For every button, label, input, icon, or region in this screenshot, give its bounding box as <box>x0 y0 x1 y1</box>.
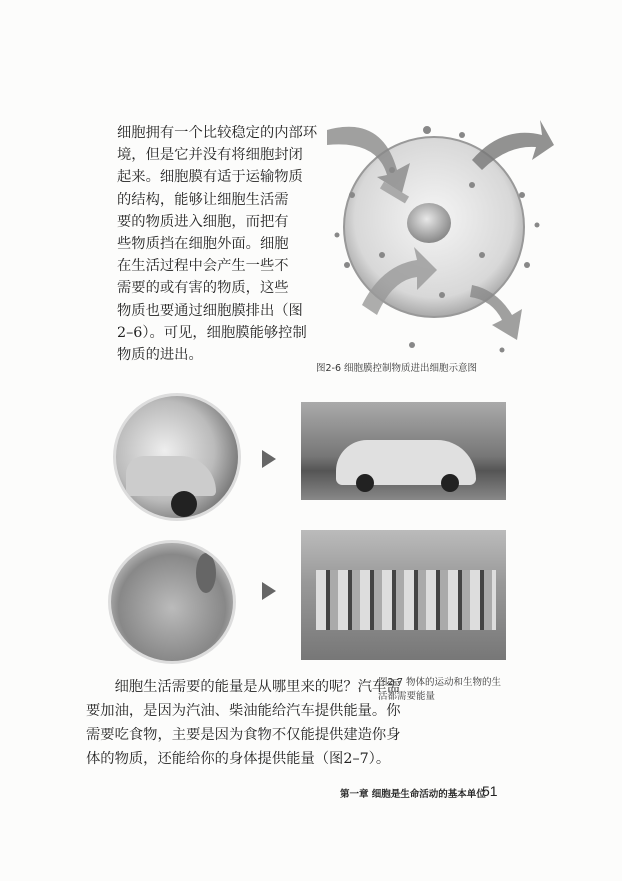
arrow-right-icon <box>262 582 276 600</box>
runners-photo <box>301 530 506 660</box>
text-line: 细胞拥有一个比较稳定的内部环 <box>117 125 318 141</box>
text-line: 些物质挡在细胞外面。细胞 <box>117 236 289 253</box>
text-line: 需要吃食物，主要是因为食物不仅能提供建造你身 <box>86 727 401 743</box>
text-line: 的结构，能够让细胞生活需 <box>117 191 289 208</box>
text-line: 2–6）。可见，细胞膜能够控制 <box>117 324 307 341</box>
caption-line: 活都需要能量 <box>378 691 436 702</box>
text-line: 体的物质，还能给你的身体提供能量（图2–7）。 <box>86 751 391 767</box>
text-line: 需要的或有害的物质，这些 <box>117 280 289 297</box>
text-line: 起来。细胞膜有适于运输物质 <box>117 169 303 186</box>
text-line: 物质的进出。 <box>117 347 203 364</box>
caption-line: 图2-7 物体的运动和生物的生 <box>378 677 502 688</box>
text-line: 要的物质进入细胞，而把有 <box>117 213 289 230</box>
cell-membrane-illustration <box>322 115 557 360</box>
text-line: 在生活过程中会产生一些不 <box>117 258 289 275</box>
text-line: 境，但是它并没有将细胞封闭 <box>117 147 303 164</box>
paragraph-cell-membrane <box>117 122 317 366</box>
text-line: 要加油，是因为汽油、柴油能给汽车提供能量。你 <box>86 703 401 719</box>
moving-car-photo <box>301 402 506 500</box>
arrow-right-icon <box>262 450 276 468</box>
paragraph-energy <box>86 675 401 771</box>
food-photo <box>108 540 236 664</box>
figure-2-6-caption: 图2-6 细胞膜控制物质进出细胞示意图 <box>316 363 478 374</box>
text-line: 细胞生活需要的能量是从哪里来的呢？汽车需 <box>86 679 401 695</box>
figure-2-7-caption <box>378 676 501 704</box>
chapter-footer: 第一章 细胞是生命活动的基本单位 <box>340 789 486 800</box>
refueling-car-photo <box>113 393 241 521</box>
page-number: 51 <box>482 783 498 799</box>
text-line: 物质也要通过细胞膜排出（图 <box>117 302 303 319</box>
